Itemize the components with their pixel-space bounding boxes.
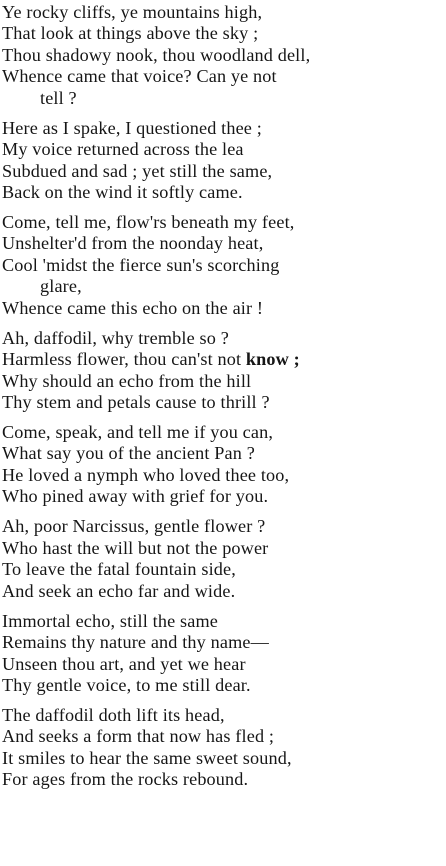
poem-line: Ah, daffodil, why tremble so ? — [2, 327, 229, 348]
poem-line: Subdued and sad ; yet still the same, — [2, 160, 273, 181]
stanza-6 — [2, 516, 446, 602]
poem-line: What say you of the ancient Pan ? — [2, 443, 255, 464]
poem-line: Whence came that voice? Can ye not — [2, 66, 277, 87]
poem-line: My voice returned across the lea — [2, 139, 244, 160]
stanza-4 — [2, 328, 446, 414]
poem-line-continuation: tell ? — [40, 87, 77, 108]
poem-line: The daffodil doth lift its head, — [2, 705, 225, 725]
poem-line: Immortal echo, still the same — [2, 610, 218, 631]
poem-line: Here as I spake, I questioned thee ; — [2, 117, 262, 138]
poem-line: Why should an echo from the hill — [2, 370, 252, 391]
poem-line: It smiles to hear the same sweet sound, — [2, 747, 292, 768]
poem-line: Unshelter'd from the noonday heat, — [2, 233, 264, 254]
stanza-1 — [2, 2, 446, 109]
poem-line: Come, tell me, flow'rs beneath my feet, — [2, 212, 295, 233]
poem-line: Unseen thou art, and yet we hear — [2, 653, 246, 674]
stanza-8 — [2, 705, 446, 791]
poem-line: Who hast the will but not the power — [2, 537, 269, 558]
poem-line: And seeks a form that now has fled ; — [2, 726, 275, 747]
poem-line: For ages from the rocks rebound. — [2, 769, 249, 790]
poem-line: Remains thy nature and thy name— — [2, 632, 269, 653]
poem-line: He loved a nymph who loved thee too, — [2, 464, 290, 485]
poem-line: That look at things above the sky ; — [2, 23, 259, 44]
stanza-5 — [2, 422, 446, 508]
poem-line-with-bold-word — [2, 349, 446, 370]
stanza-2 — [2, 118, 446, 204]
poem-line: Cool 'midst the fierce sun's scorching — [2, 254, 280, 275]
poem-line: Thy stem and petals cause to thrill ? — [2, 391, 270, 412]
poem-line: Who pined away with grief for you. — [2, 486, 269, 507]
poem-line: Ye rocky cliffs, ye mountains high, — [2, 2, 263, 22]
poem-line: Whence came this echo on the air ! — [2, 297, 264, 318]
poem-line: Ah, poor Narcissus, gentle flower ? — [2, 516, 266, 537]
poem-line-continuation: glare, — [40, 276, 82, 297]
poem-line: To leave the fatal fountain side, — [2, 559, 236, 580]
poem-line: Back on the wind it softly came. — [2, 181, 243, 202]
bold-word: know ; — [245, 349, 300, 370]
stanza-7 — [2, 611, 446, 697]
poem-line-text: Harmless flower, thou can'st not — [2, 349, 242, 370]
poem-line: Thy gentle voice, to me still dear. — [2, 674, 251, 695]
poem-line: Thou shadowy nook, thou woodland dell, — [2, 44, 311, 65]
poem-line: And seek an echo far and wide. — [2, 580, 236, 601]
poem-line: Come, speak, and tell me if you can, — [2, 422, 274, 443]
stanza-3 — [2, 212, 446, 319]
